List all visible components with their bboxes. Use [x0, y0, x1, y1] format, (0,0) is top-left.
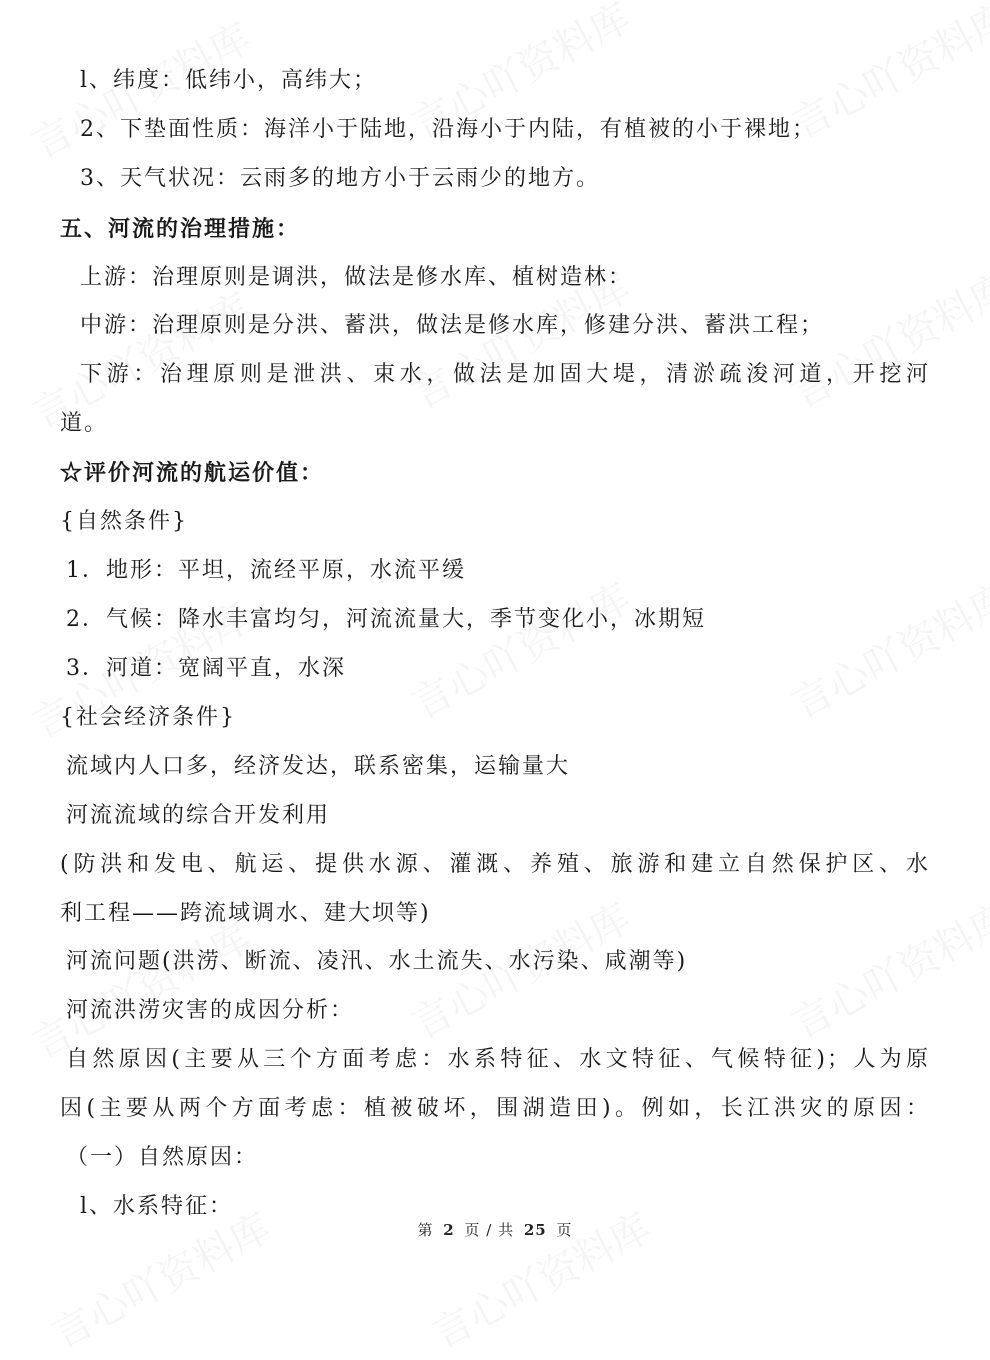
text-line: l、水系特征：	[80, 1194, 234, 1219]
text-line: （一）自然原因：	[66, 1145, 259, 1170]
text-line: 自然原因(主要从三个方面考虑：水系特征、水文特征、气候特征)；人为原	[66, 1047, 930, 1072]
text-line: l、纬度：低纬小，高纬大；	[80, 68, 378, 93]
text-line: 河流问题(洪涝、断流、凌汛、水土流失、水污染、咸潮等)	[66, 949, 688, 974]
text-line: 3、天气状况：云雨多的地方小于云雨少的地方。	[80, 166, 600, 191]
text-line: 2、下垫面性质：海洋小于陆地，沿海小于内陆，有植被的小于裸地；	[80, 117, 816, 142]
text-line: 中游：治理原则是分洪、蓄洪，做法是修水库，修建分洪、蓄洪工程；	[80, 313, 825, 338]
text-line: 2．气候：降水丰富均匀，河流流量大，季节变化小，冰期短	[66, 607, 706, 632]
text-line: 河流流域的综合开发利用	[66, 803, 331, 828]
text-line: 河流洪涝灾害的成因分析：	[66, 998, 355, 1023]
total-page-number: 25	[523, 1221, 547, 1239]
text-line: {社会经济条件}	[60, 705, 236, 730]
text-line: 利工程——跨流域调水、建大坝等)	[60, 901, 431, 926]
footer-middle: 页 / 共	[464, 1221, 515, 1239]
text-line: 因(主要从两个方面考虑：植被破坏，围湖造田)。例如，长江洪灾的原因：	[60, 1096, 930, 1121]
current-page-number: 2	[443, 1221, 455, 1239]
text-line: (防洪和发电、航运、提供水源、灌溉、养殖、旅游和建立自然保护区、水	[60, 852, 930, 877]
page-footer	[0, 1219, 990, 1240]
text-line: 1．地形：平坦，流经平原，水流平缓	[66, 558, 466, 583]
section-heading: 五、河流的治理措施：	[60, 216, 301, 242]
footer-prefix: 第	[417, 1221, 434, 1239]
text-line: 下游：治理原则是泄洪、束水，做法是加固大堤，清淤疏浚河道，开挖河	[80, 362, 930, 387]
text-line: 流域内人口多，经济发达，联系密集，运输量大	[66, 754, 571, 779]
text-line: 3．河道：宽阔平直，水深	[66, 656, 346, 681]
section-heading: ☆评价河流的航运价值：	[60, 460, 325, 486]
footer-suffix: 页	[556, 1221, 573, 1239]
text-line: {自然条件}	[60, 509, 188, 534]
text-line: 道。	[60, 411, 109, 436]
text-line: 上游：治理原则是调洪，做法是修水库、植树造林：	[80, 265, 633, 290]
